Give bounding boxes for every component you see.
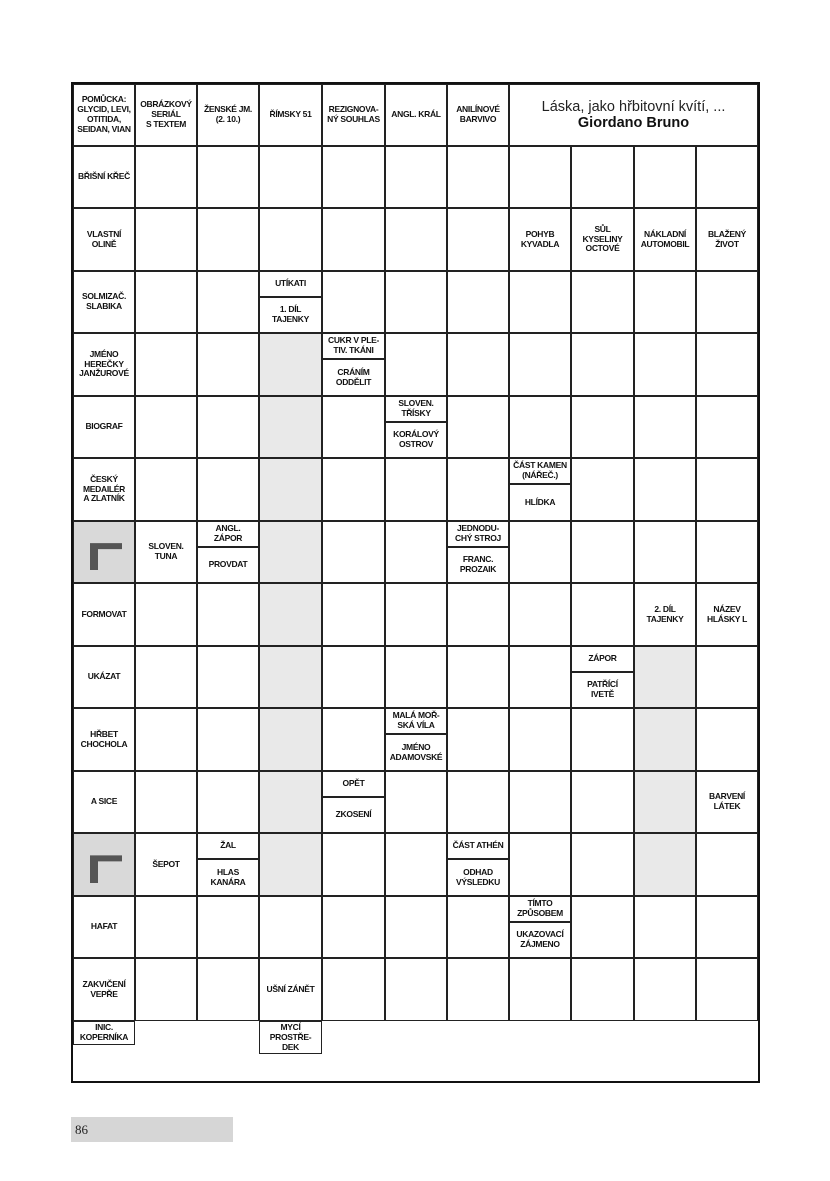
answer-cell[interactable] [197, 708, 259, 771]
answer-cell[interactable] [259, 396, 322, 458]
answer-cell[interactable] [322, 833, 385, 896]
answer-cell[interactable] [385, 958, 447, 1021]
header-clue-0: POMŮCKA: GLYCID, LEVI, OTITIDA, SEIDAN, VIAN [73, 84, 135, 146]
clue-zal: ŽAL [197, 833, 259, 859]
answer-cell[interactable] [385, 271, 447, 333]
row-clue-13: HAFAT [73, 896, 135, 958]
answer-cell[interactable] [447, 208, 509, 271]
row-clue-14: ZAKVIČENÍ VEPŘE [73, 958, 135, 1021]
clue-nakladni: NÁKLADNÍ AUTOMOBIL [634, 208, 696, 271]
answer-cell[interactable] [322, 583, 385, 646]
clue-odhad: ODHAD VÝSLEDKU [447, 859, 509, 896]
answer-cell[interactable] [509, 958, 571, 1021]
answer-cell[interactable] [197, 146, 259, 208]
answer-cell[interactable] [322, 521, 385, 583]
answer-cell[interactable] [385, 833, 447, 896]
answer-cell[interactable] [571, 396, 634, 458]
clue-dil2: 2. DÍL TAJENKY [634, 583, 696, 646]
quote-text: Láska, jako hřbitovní kvítí, ... [541, 99, 726, 115]
answer-cell[interactable] [135, 146, 197, 208]
answer-cell[interactable] [197, 583, 259, 646]
clue-franc: FRANC. PROZAIK [447, 547, 509, 583]
answer-cell[interactable] [571, 271, 634, 333]
clue-cranim: CRÁNÍM ODDĚLIT [322, 359, 385, 396]
answer-cell[interactable] [135, 583, 197, 646]
answer-cell[interactable] [571, 958, 634, 1021]
answer-cell[interactable] [696, 396, 758, 458]
clue-pohyb: POHYB KYVADLA [509, 208, 571, 271]
answer-cell[interactable] [571, 333, 634, 396]
answer-cell[interactable] [571, 146, 634, 208]
row-clue-5: BIOGRAF [73, 396, 135, 458]
clue-angl-zapor: ANGL. ZÁPOR [197, 521, 259, 547]
clue-sul: SŮL KYSELINY OCTOVÉ [571, 208, 634, 271]
clue-ukazovaci: UKAZOVACÍ ZÁJMENO [509, 922, 571, 958]
answer-cell[interactable] [634, 333, 696, 396]
answer-cell[interactable] [259, 458, 322, 521]
clue-hlidka: HLÍDKA [509, 484, 571, 521]
clue-koralovy: KORÁLOVÝ OSTROV [385, 422, 447, 458]
answer-cell[interactable] [259, 708, 322, 771]
clue-cast-athen: ČÁST ATHÉN [447, 833, 509, 859]
answer-cell[interactable] [696, 521, 758, 583]
answer-cell[interactable] [385, 208, 447, 271]
answer-cell[interactable] [696, 333, 758, 396]
answer-cell[interactable] [197, 396, 259, 458]
answer-cell[interactable] [696, 896, 758, 958]
row-clue-9: UKÁZAT [73, 646, 135, 708]
answer-cell[interactable] [259, 833, 322, 896]
row-clue-1: BŘIŠNÍ KŘEČ [73, 146, 135, 208]
answer-cell[interactable] [447, 333, 509, 396]
answer-cell[interactable] [447, 271, 509, 333]
quote-author: Giordano Bruno [577, 115, 690, 131]
answer-cell[interactable] [385, 333, 447, 396]
answer-cell[interactable] [385, 458, 447, 521]
answer-cell[interactable] [197, 271, 259, 333]
answer-cell[interactable] [696, 458, 758, 521]
answer-cell[interactable] [135, 771, 197, 833]
answer-cell[interactable] [509, 583, 571, 646]
answer-cell[interactable] [509, 271, 571, 333]
answer-cell[interactable] [135, 896, 197, 958]
answer-cell[interactable] [322, 896, 385, 958]
answer-cell[interactable] [509, 833, 571, 896]
clue-cukr: CUKR V PLE- TIV. TKÁNI [322, 333, 385, 359]
clue-zapor: ZÁPOR [571, 646, 634, 672]
answer-cell[interactable] [322, 708, 385, 771]
answer-cell[interactable] [197, 458, 259, 521]
answer-cell[interactable] [385, 521, 447, 583]
answer-cell[interactable] [447, 458, 509, 521]
answer-cell[interactable] [259, 583, 322, 646]
answer-cell[interactable] [571, 521, 634, 583]
answer-cell[interactable] [197, 646, 259, 708]
clue-utikati: UTÍKATI [259, 271, 322, 297]
answer-cell[interactable] [509, 646, 571, 708]
row-clue-11: A SICE [73, 771, 135, 833]
answer-cell[interactable] [385, 646, 447, 708]
answer-cell[interactable] [385, 771, 447, 833]
answer-cell[interactable] [385, 146, 447, 208]
answer-cell[interactable] [197, 896, 259, 958]
answer-cell[interactable] [634, 708, 696, 771]
answer-cell[interactable] [447, 958, 509, 1021]
row-clue-8: FORMOVAT [73, 583, 135, 646]
clue-cast-kamen: ČÁST KAMEN (NÁŘEČ.) [509, 458, 571, 484]
answer-cell[interactable] [509, 521, 571, 583]
row-clue-10: HŘBET CHOCHOLA [73, 708, 135, 771]
answer-cell[interactable] [259, 646, 322, 708]
answer-cell[interactable] [447, 583, 509, 646]
answer-cell[interactable] [634, 833, 696, 896]
answer-cell[interactable] [696, 958, 758, 1021]
row-clue-15: INIC. KOPERNÍKA [73, 1021, 135, 1045]
clue-barveni: BARVENÍ LÁTEK [696, 771, 758, 833]
answer-cell[interactable] [322, 146, 385, 208]
answer-cell[interactable] [634, 271, 696, 333]
answer-cell[interactable] [571, 771, 634, 833]
clue-dil1: 1. DÍL TAJENKY [259, 297, 322, 333]
answer-cell[interactable] [571, 833, 634, 896]
clue-mala: MALÁ MOŘ- SKÁ VÍLA [385, 708, 447, 734]
answer-cell[interactable] [322, 646, 385, 708]
answer-cell[interactable] [259, 146, 322, 208]
arrow-icon [73, 833, 135, 896]
answer-cell[interactable] [696, 146, 758, 208]
answer-cell[interactable] [135, 708, 197, 771]
clue-hlas: HLAS KANÁRA [197, 859, 259, 896]
clue-jmeno-adam: JMÉNO ADAMOVSKÉ [385, 734, 447, 771]
page-number: 86 [75, 1122, 88, 1137]
answer-cell[interactable] [634, 146, 696, 208]
clue-opet: OPĚT [322, 771, 385, 797]
clue-patrici: PATŘÍCÍ IVETĚ [571, 672, 634, 708]
answer-cell[interactable] [509, 771, 571, 833]
header-clue-2: ŽENSKÉ JM. (2. 10.) [197, 84, 259, 146]
answer-cell[interactable] [509, 146, 571, 208]
answer-cell[interactable] [571, 583, 634, 646]
answer-cell[interactable] [447, 896, 509, 958]
clue-nazev: NÁZEV HLÁSKY L [696, 583, 758, 646]
row-clue-3: SOLMIZAČ. SLABIKA [73, 271, 135, 333]
answer-cell[interactable] [135, 396, 197, 458]
answer-cell[interactable] [447, 708, 509, 771]
answer-cell[interactable] [634, 896, 696, 958]
answer-cell[interactable] [571, 896, 634, 958]
answer-cell[interactable] [634, 396, 696, 458]
answer-cell[interactable] [634, 958, 696, 1021]
clue-blazeny: BLAŽENÝ ŽIVOT [696, 208, 758, 271]
answer-cell[interactable] [135, 271, 197, 333]
header-clue-4: REZIGNOVA- NÝ SOUHLAS [322, 84, 385, 146]
answer-cell[interactable] [322, 271, 385, 333]
quote-box [509, 84, 758, 146]
answer-cell[interactable] [322, 958, 385, 1021]
answer-cell[interactable] [135, 958, 197, 1021]
answer-cell[interactable] [447, 771, 509, 833]
answer-cell[interactable] [447, 396, 509, 458]
answer-cell[interactable] [696, 271, 758, 333]
header-clue-1: OBRÁZKOVÝ SERIÁL S TEXTEM [135, 84, 197, 146]
answer-cell[interactable] [259, 333, 322, 396]
answer-cell[interactable] [385, 896, 447, 958]
answer-cell[interactable] [447, 646, 509, 708]
answer-cell[interactable] [322, 396, 385, 458]
answer-cell[interactable] [135, 646, 197, 708]
answer-cell[interactable] [197, 771, 259, 833]
clue-myci: MYCÍ PROSTŘE- DEK [259, 1021, 322, 1054]
crossword-grid [71, 82, 760, 1083]
clue-zkoseni: ZKOSENÍ [322, 797, 385, 833]
answer-cell[interactable] [259, 521, 322, 583]
answer-cell[interactable] [322, 458, 385, 521]
page-number-bar [71, 1117, 233, 1142]
answer-cell[interactable] [571, 458, 634, 521]
answer-cell[interactable] [509, 333, 571, 396]
answer-cell[interactable] [696, 708, 758, 771]
clue-sloven-tuna: SLOVEN. TUNA [135, 521, 197, 583]
clue-provdat: PROVDAT [197, 547, 259, 583]
answer-cell[interactable] [135, 208, 197, 271]
clue-sloven-trisky: SLOVEN. TŘÍSKY [385, 396, 447, 422]
answer-cell[interactable] [197, 333, 259, 396]
answer-cell[interactable] [135, 458, 197, 521]
answer-cell[interactable] [509, 396, 571, 458]
answer-cell[interactable] [385, 583, 447, 646]
clue-usni: UŠNÍ ZÁNĚT [259, 958, 322, 1021]
answer-cell[interactable] [509, 708, 571, 771]
clue-sepot: ŠEPOT [135, 833, 197, 896]
answer-cell[interactable] [634, 646, 696, 708]
answer-cell[interactable] [696, 646, 758, 708]
answer-cell[interactable] [634, 771, 696, 833]
answer-cell[interactable] [259, 771, 322, 833]
clue-timto: TÍMTO ZPŮSOBEM [509, 896, 571, 922]
answer-cell[interactable] [634, 458, 696, 521]
clue-jednoduchy: JEDNODU- CHÝ STROJ [447, 521, 509, 547]
answer-cell[interactable] [135, 333, 197, 396]
answer-cell[interactable] [634, 521, 696, 583]
row-clue-4: JMÉNO HEREČKY JANŽUROVÉ [73, 333, 135, 396]
answer-cell[interactable] [259, 896, 322, 958]
answer-cell[interactable] [571, 708, 634, 771]
answer-cell[interactable] [259, 208, 322, 271]
row-clue-2: VLASTNÍ OLINĚ [73, 208, 135, 271]
answer-cell[interactable] [322, 208, 385, 271]
row-clue-6: ČESKÝ MEDAILÉR A ZLATNÍK [73, 458, 135, 521]
answer-cell[interactable] [447, 146, 509, 208]
header-clue-6: ANILÍNOVÉ BARVIVO [447, 84, 509, 146]
answer-cell[interactable] [696, 833, 758, 896]
answer-cell[interactable] [197, 958, 259, 1021]
header-clue-3: ŘÍMSKY 51 [259, 84, 322, 146]
arrow-icon [73, 521, 135, 583]
header-clue-5: ANGL. KRÁL [385, 84, 447, 146]
answer-cell[interactable] [197, 208, 259, 271]
